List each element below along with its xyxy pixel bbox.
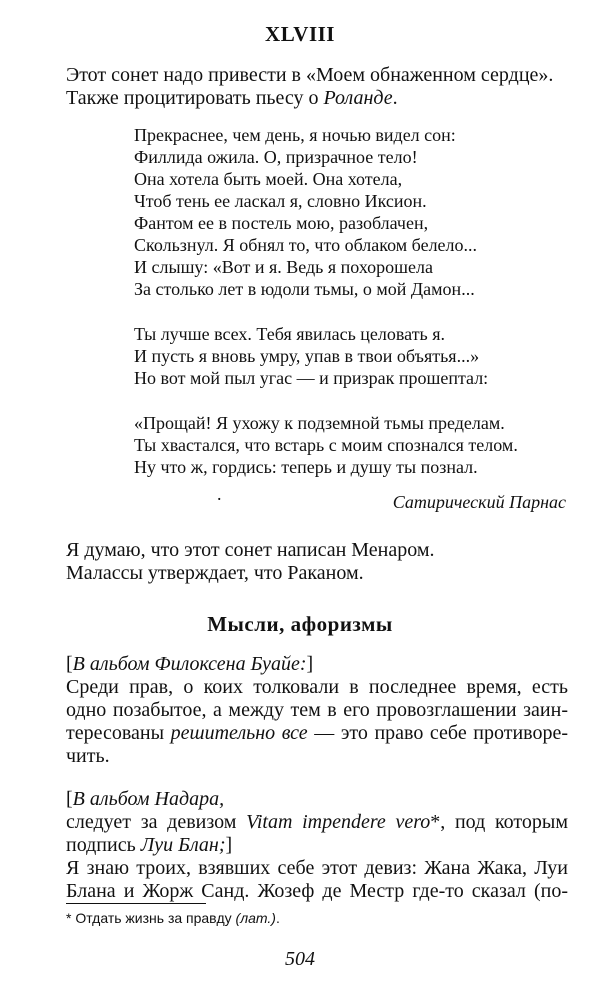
poem-line: И пусть я вновь умру, упав в твои объятья...» <box>134 346 480 366</box>
poem-line: Скользнул. Я обнял то, что облаком белело... <box>134 235 478 255</box>
chapter-title: XLVIII <box>265 22 335 46</box>
poem-line: Она хотела быть моей. Она хотела, <box>134 169 403 189</box>
section-title: Мысли, афоризмы <box>207 612 393 636</box>
album-note: [В альбом Филоксена Буайе:] <box>66 653 314 675</box>
aphorism-entry-2 <box>66 788 568 903</box>
intro-paragraph <box>66 64 566 110</box>
aphorism-line: Среди прав, о коих толковали в последнее время, есть <box>66 676 568 698</box>
aphorism-line: подпись Луи Блан;] <box>66 834 233 856</box>
poem-stanza-2 <box>134 323 488 389</box>
poem-line: «Прощай! Я ухожу к подземной тьмы пределам. <box>134 413 505 433</box>
intro-line-1: Этот сонет надо привести в «Моем обнаженном сердце». <box>66 64 554 86</box>
page-number: 504 <box>285 948 315 970</box>
poem-stanza-1 <box>134 124 477 300</box>
footnote: * Отдать жизнь за правду (лат.). <box>66 910 280 926</box>
aphorism-line: Я знаю троих, взявших себе этот девиз: Жана Жака, Луи <box>66 857 568 879</box>
outro-line: Малассы утверждает, что Раканом. <box>66 562 364 584</box>
poem-line: За столько лет в юдоли тьмы, о мой Дамон... <box>134 279 475 299</box>
poem-line: Фантом ее в постель мою, разоблачен, <box>134 213 429 233</box>
stray-mark: . <box>217 484 222 504</box>
poem-line: Ты лучше всех. Тебя явилась целовать я. <box>134 324 446 344</box>
intro-line-2: Также процитировать пьесу о Роланде. <box>66 87 398 109</box>
outro-paragraph <box>66 539 566 585</box>
poem-line: Прекраснее, чем день, я ночью видел сон: <box>134 125 456 145</box>
poem-line: Филлида ожила. О, призрачное тело! <box>134 147 418 167</box>
poem-line: И слышу: «Вот и я. Ведь я похорошела <box>134 257 433 277</box>
poem-line: Ты хвастался, что встарь с моим спознался телом. <box>134 435 518 455</box>
poem-stanza-3 <box>134 412 518 478</box>
play-title: Роланде <box>323 87 393 109</box>
aphorism-line: чить. <box>66 745 110 767</box>
outro-line: Я думаю, что этот сонет написан Менаром. <box>66 539 435 561</box>
poem-line: Чтоб тень ее ласкал я, словно Иксион. <box>134 191 427 211</box>
aphorism-line: Блана и Жорж Санд. Жозеф де Местр где-то сказал (по- <box>66 880 568 902</box>
aphorism-line: следует за девизом Vitam impendere vero*, под которым <box>66 811 568 833</box>
aphorism-line: тересованы решительно все — это право себе противоре- <box>66 722 568 744</box>
aphorism-line: одно позабытое, а между тем в его провозглашении заин- <box>66 699 568 721</box>
footnote-divider <box>66 903 206 904</box>
poem-line: Но вот мой пыл угас — и призрак прошептал: <box>134 368 489 388</box>
album-note: [В альбом Надара, <box>66 788 225 810</box>
poem-line: Ну что ж, гордись: теперь и душу ты познал. <box>134 457 478 477</box>
aphorism-entry-1 <box>66 653 568 768</box>
poem-attribution: Сатирический Парнас <box>392 492 566 512</box>
